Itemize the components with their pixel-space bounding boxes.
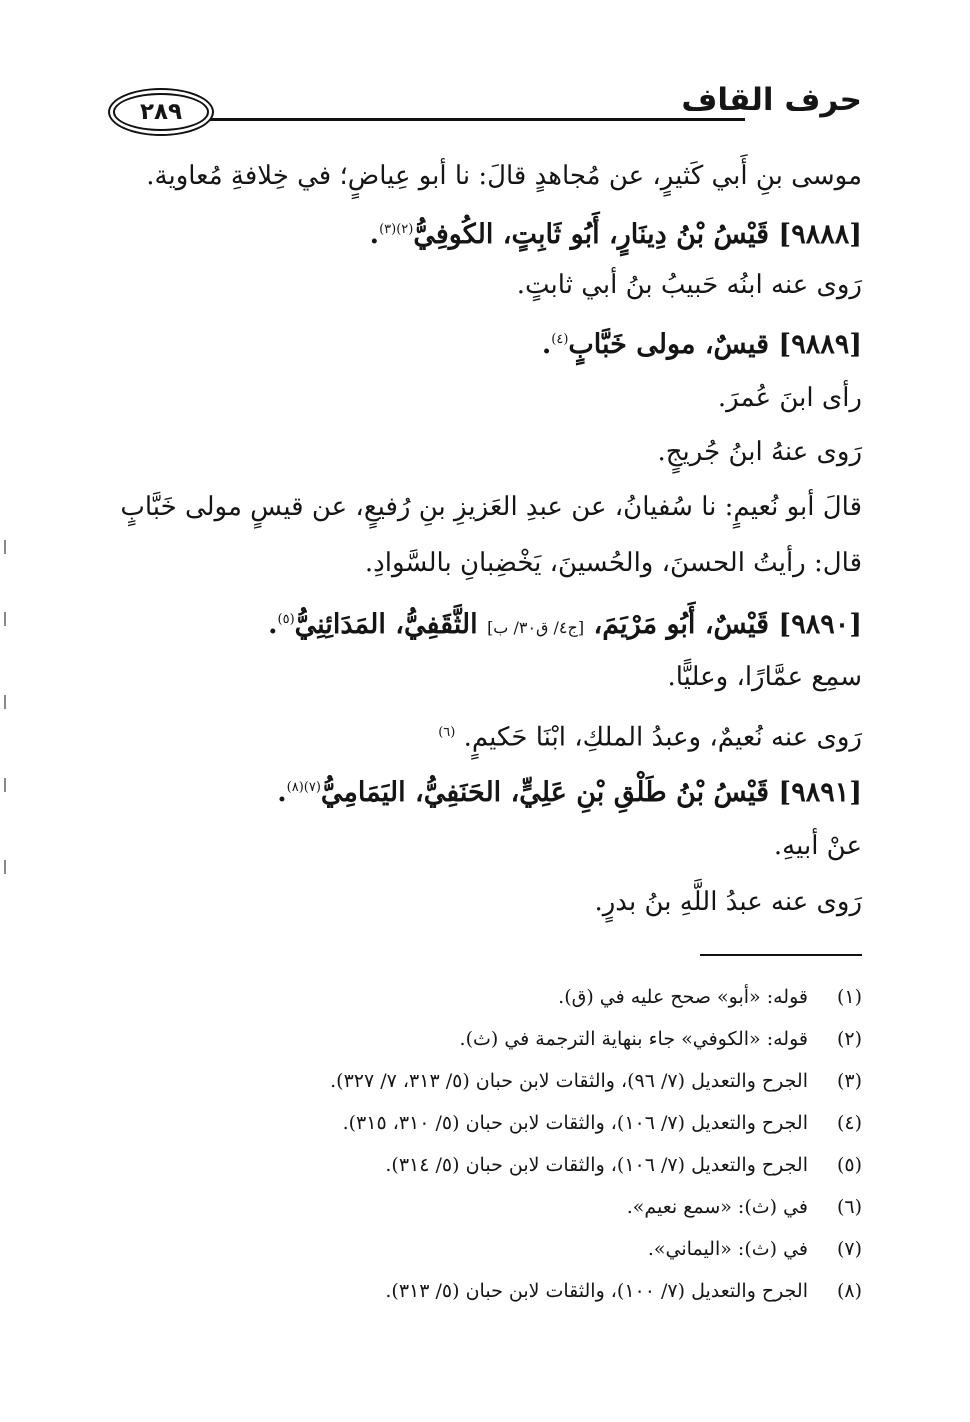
entry-heading xyxy=(542,320,862,365)
body-line xyxy=(517,265,862,305)
footnote-text: في (ث): «سمع نعيم». xyxy=(626,1196,808,1218)
body-line xyxy=(657,432,862,472)
footnote-item xyxy=(242,1106,862,1148)
footnote-number: (٢) xyxy=(836,1028,862,1050)
body-line xyxy=(667,657,862,697)
footnote-number: (٦) xyxy=(836,1196,862,1218)
body-line xyxy=(594,882,862,922)
header-rule xyxy=(205,118,745,121)
footnote-item xyxy=(242,1232,862,1274)
entry-name: قيسٌ، مولى خَبَّابٍ xyxy=(568,329,770,360)
entry-name: قَيْسُ بْنُ طَلْقِ بْنِ عَلِيٍّ، الحَنَفِيُّ، اليَمَامِيُّ xyxy=(320,777,770,808)
entry-end: . xyxy=(369,219,380,250)
footnote-separator xyxy=(700,954,862,956)
entry-number: [٩٨٩٠] xyxy=(778,609,862,640)
footnote-ref: (٦) xyxy=(438,725,456,740)
body-text: رَوى عنه ابنُه حَبيبُ بنُ أبي ثابتٍ. xyxy=(516,270,862,300)
footnote-number: (٥) xyxy=(836,1154,862,1176)
body-text: رأى ابنَ عُمرَ. xyxy=(717,383,862,413)
entry-end: . xyxy=(541,329,552,360)
footnote-text: الجرح والتعديل (٧/ ٩٦)، والثقات لابن حبان (٥/ ٣١٣، ٧/ ٣٢٧). xyxy=(330,1070,808,1092)
body-line xyxy=(718,378,862,418)
footnote-item xyxy=(242,1190,862,1232)
body-text: قالَ أبو نُعيمٍ: نا سُفيانُ، عن عبدِ العَزيزِ بنِ رُفيعٍ، عن قيسٍ مولى خَبَّابٍ xyxy=(120,492,862,522)
body-text: رَوى عنه نُعيمٌ، وعبدُ الملكِ، ابْنَا حَكيمٍ. xyxy=(463,722,862,753)
footnote-text: الجرح والتعديل (٧/ ١٠٦)، والثقات لابن حبان (٥/ ٣١٠، ٣١٥). xyxy=(342,1112,808,1134)
entry-number: [٩٨٨٩] xyxy=(778,329,862,360)
footnote-item xyxy=(242,1274,862,1316)
entry-end: . xyxy=(277,777,287,808)
body-text: عنْ أبيهِ. xyxy=(773,831,862,861)
footnote-text: قوله: «الكوفي» جاء بنهاية الترجمة في (ث). xyxy=(459,1028,808,1050)
running-header-title: حرف القاف xyxy=(681,82,862,118)
footnote-list xyxy=(242,980,862,1316)
manuscript-ref: [ج٤/ ق٣٠/ ب] xyxy=(487,618,585,637)
body-text: رَوى عنهُ ابنُ جُريجٍ. xyxy=(657,437,862,467)
entry-name-cont: الثَّقَفِيُّ، المَدَائِنِيُّ xyxy=(294,609,478,640)
margin-mark xyxy=(4,540,6,554)
margin-mark xyxy=(4,778,6,792)
footnote-ref: (٤) xyxy=(551,332,569,347)
entry-heading xyxy=(277,768,862,813)
entry-number: [٩٨٩١] xyxy=(778,777,862,808)
page-number: ٢٨٩ xyxy=(139,99,183,125)
entry-end: . xyxy=(268,609,278,640)
body-line xyxy=(438,713,862,758)
body-text: سمِع عمَّارًا، وعليًّا. xyxy=(667,662,862,692)
footnote-text: الجرح والتعديل (٧/ ١٠٠)، والثقات لابن حبان (٥/ ٣١٣). xyxy=(385,1280,808,1302)
footnote-number: (٨) xyxy=(836,1280,862,1302)
entry-heading xyxy=(268,600,862,648)
footnote-number: (٧) xyxy=(836,1238,862,1260)
body-line xyxy=(120,487,862,527)
entry-number: [٩٨٨٨] xyxy=(778,219,862,250)
footnote-item xyxy=(242,1148,862,1190)
margin-mark xyxy=(4,612,6,626)
footnote-text: قوله: «أبو» صحح عليه في (ق). xyxy=(558,986,808,1008)
margin-mark xyxy=(4,860,6,874)
entry-heading xyxy=(370,210,862,255)
body-line xyxy=(774,826,862,866)
footnote-text: في (ث): «اليماني». xyxy=(647,1238,808,1260)
footnote-text: الجرح والتعديل (٧/ ١٠٦)، والثقات لابن حبان (٥/ ٣١٤). xyxy=(385,1154,808,1176)
body-line xyxy=(365,543,862,583)
footnote-item xyxy=(242,1064,862,1106)
footnote-ref: (٢)(٣) xyxy=(379,222,414,237)
body-text: موسى بنِ أَبي كَثيرٍ، عن مُجاهدٍ قالَ: نا أبو عِياضٍ؛ في خِلافةِ مُعاوية. xyxy=(146,161,862,191)
entry-name: قَيْسُ بْنُ دِينَارٍ، أَبُو ثَابِتٍ، الكُوفِيُّ xyxy=(413,219,770,250)
footnote-item xyxy=(242,1022,862,1064)
footnote-ref: (٥) xyxy=(277,612,295,627)
margin-mark xyxy=(4,695,6,709)
entry-name: قَيْسٌ، أَبُو مَرْيَمَ، xyxy=(593,609,770,640)
footnote-number: (١) xyxy=(836,986,862,1008)
footnote-number: (٣) xyxy=(836,1070,862,1092)
footnote-ref: (٧)(٨) xyxy=(286,780,321,795)
footnote-number: (٤) xyxy=(836,1112,862,1134)
footnote-item xyxy=(242,980,862,1022)
body-text: قال: رأيتُ الحسنَ، والحُسينَ، يَخْضِبانِ بالسَّوادِ. xyxy=(364,548,862,578)
body-line xyxy=(146,156,862,196)
body-text: رَوى عنه عبدُ اللَّهِ بنُ بدرٍ. xyxy=(594,887,862,917)
page-number-badge xyxy=(113,93,209,131)
